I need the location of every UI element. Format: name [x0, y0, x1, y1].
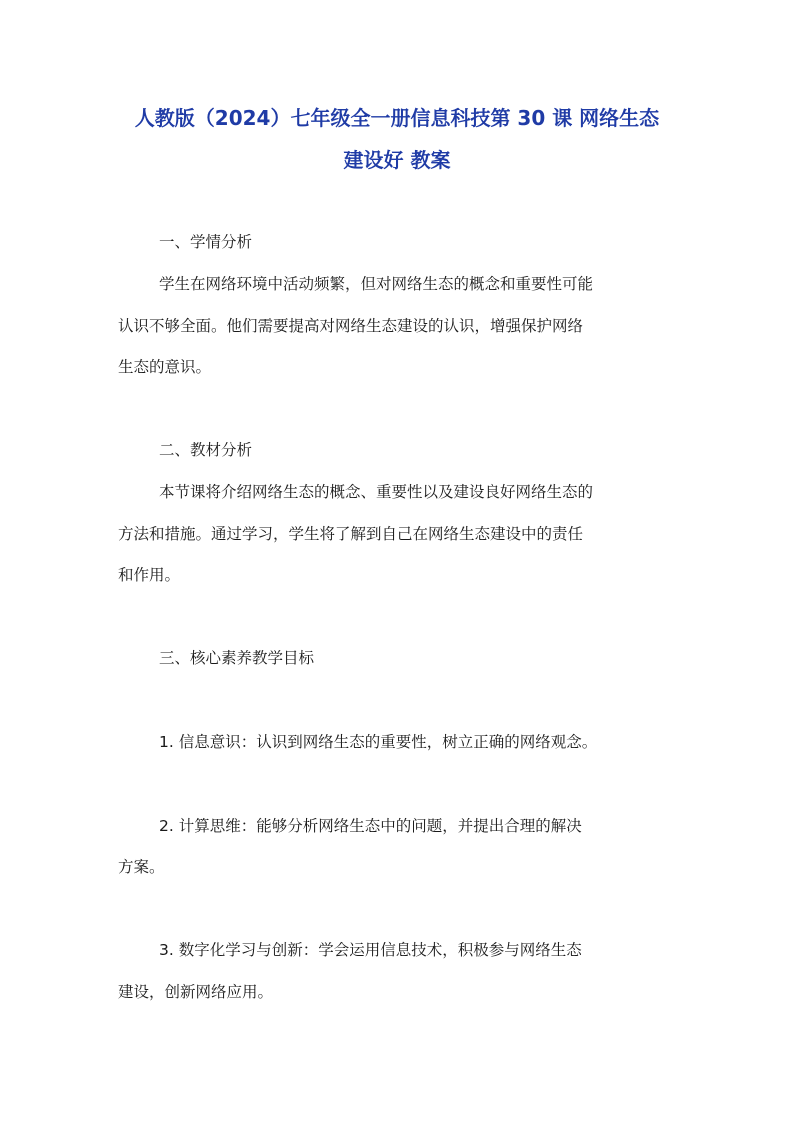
goal-item-3-continuation: 建设，创新网络应用。	[118, 983, 274, 1001]
paragraph-line: 学生在网络环境中活动频繁，但对网络生态的概念和重要性可能	[159, 275, 594, 293]
section-heading-core-goals: 三、核心素养教学目标	[159, 649, 315, 667]
document-title-line-2: 建设好 教案	[343, 148, 451, 172]
section-heading-material-analysis: 二、教材分析	[159, 441, 253, 459]
document-title-line-1: 人教版（2024）七年级全一册信息科技第 30 课 网络生态	[134, 106, 660, 130]
paragraph-line: 方法和措施。通过学习，学生将了解到自己在网络生态建设中的责任	[118, 525, 584, 543]
goal-item-1: 1. 信息意识：认识到网络生态的重要性，树立正确的网络观念。	[159, 733, 598, 751]
goal-item-2: 2. 计算思维：能够分析网络生态中的问题，并提出合理的解决	[159, 817, 582, 835]
goal-item-2-continuation: 方案。	[118, 858, 165, 876]
paragraph-line: 生态的意识。	[118, 358, 212, 376]
paragraph-line: 本节课将介绍网络生态的概念、重要性以及建设良好网络生态的	[159, 483, 594, 501]
section-heading-learning-analysis: 一、学情分析	[159, 233, 253, 251]
paragraph-line: 认识不够全面。他们需要提高对网络生态建设的认识，增强保护网络	[118, 317, 584, 335]
goal-item-3: 3. 数字化学习与创新：学会运用信息技术，积极参与网络生态	[159, 941, 582, 959]
paragraph-line: 和作用。	[118, 566, 181, 584]
